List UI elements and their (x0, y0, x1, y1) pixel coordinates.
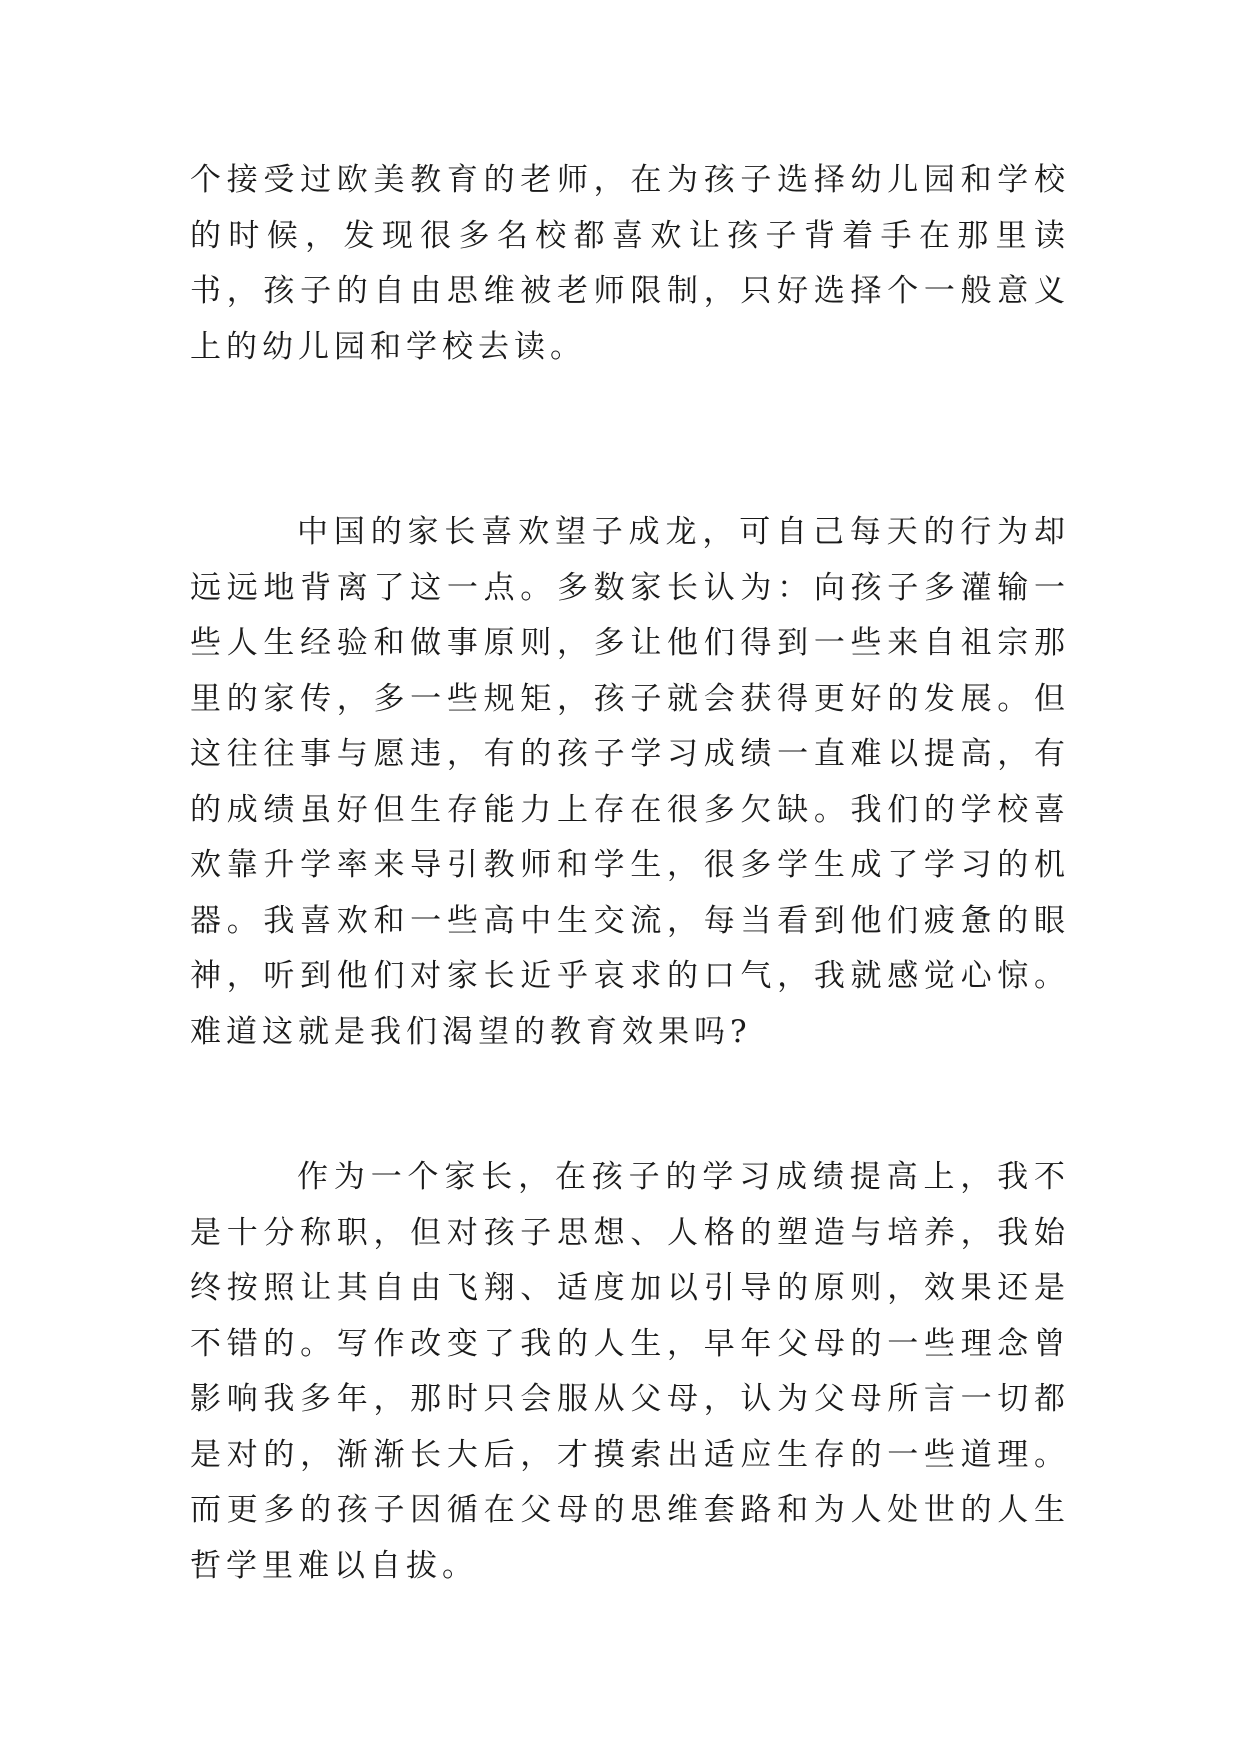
paragraph-as-a-parent: 作为一个家长，在孩子的学习成绩提高上，我不是十分称职，但对孩子思想、人格的塑造与培养，我始终按照让其自由飞翔、适度加以引导的原则，效果还是不错的。写作改变了我的人生，早年父母的一些理念曾影响我多年，那时只会服从父母，认为父母所言一切都是对的，渐渐长大后，才摸索出适应生存的一些道理。而更多的孩子因循在父母的思维套路和为人处世的人生哲学里难以自拔。 (190, 1159, 1070, 1584)
paragraph-parents-expectations: 中国的家长喜欢望子成龙，可自己每天的行为却远远地背离了这一点。多数家长认为：向孩子多灌输一些人生经验和做事原则，多让他们得到一些来自祖宗那里的家传，多一些规矩，孩子就会获得更好的发展。但这往往事与愿违，有的孩子学习成绩一直难以提高，有的成绩虽好但生存能力上存在很多欠缺。我们的学校喜欢靠升学率来导引教师和学生，很多学生成了学习的机器。我喜欢和一些高中生交流，每当看到他们疲惫的眼神，听到他们对家长近乎哀求的口气，我就感觉心惊。难道这就是我们渴望的教育效果吗? (190, 514, 1070, 1050)
paragraph-continuation: 个接受过欧美教育的老师，在为孩子选择幼儿园和学校的时候，发现很多名校都喜欢让孩子背着手在那里读书，孩子的自由思维被老师限制，只好选择个一般意义上的幼儿园和学校去读。 (190, 162, 1070, 365)
